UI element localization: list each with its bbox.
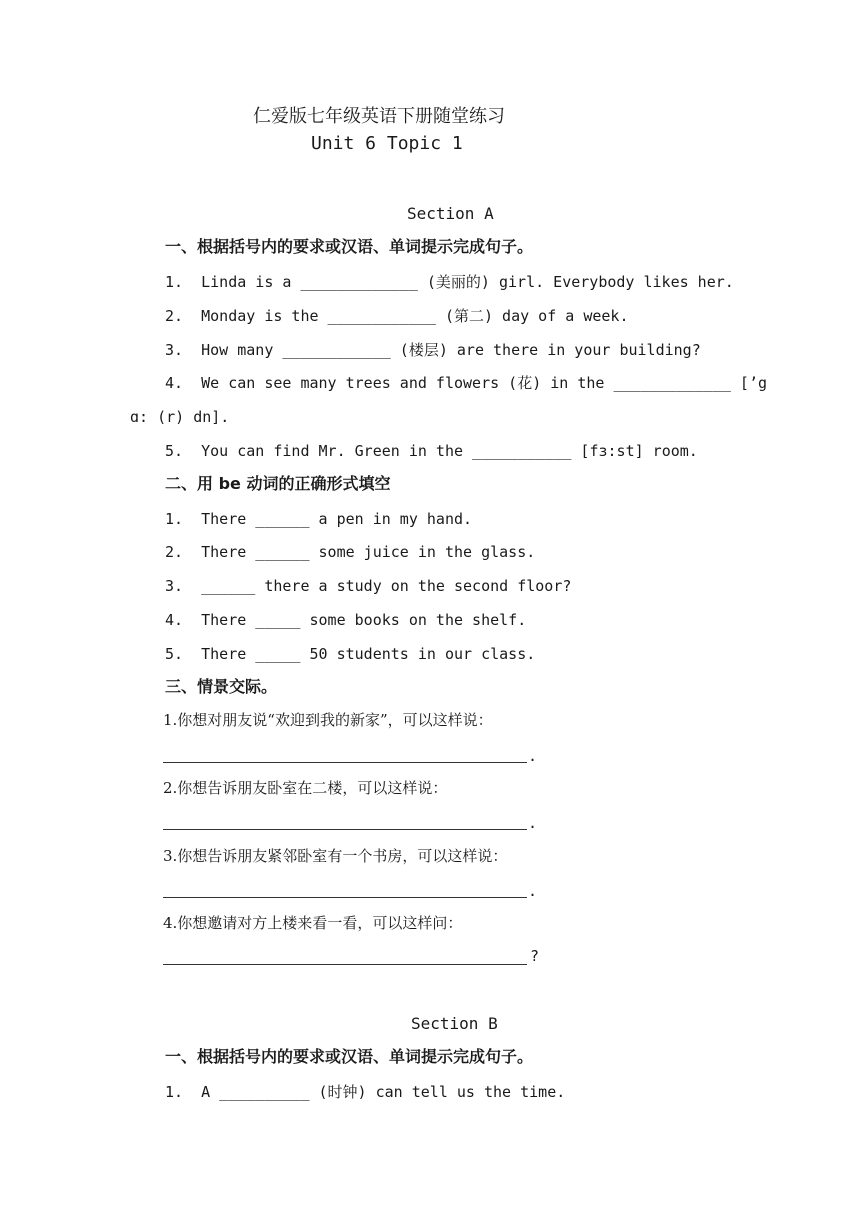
document-subtitle: Unit 6 Topic 1 xyxy=(311,133,463,154)
situation-prompt: 2.你想告诉朋友卧室在二楼，可以这样说： xyxy=(163,779,448,797)
answer-end-punctuation: ? xyxy=(530,947,540,965)
exercise-item: 3. How many ____________ (楼层) are there in your building? xyxy=(165,341,701,359)
answer-line[interactable] xyxy=(163,897,527,898)
situation-prompt: 4.你想邀请对方上楼来看一看，可以这样问： xyxy=(163,914,463,932)
exercise-item: 2. There ______ some juice in the glass. xyxy=(165,543,536,561)
situation-prompt: 3.你想告诉朋友紧邻卧室有一个书房，可以这样说： xyxy=(163,847,508,865)
section-heading: Section A xyxy=(407,204,494,223)
part-heading: 二、用 be 动词的正确形式填空 xyxy=(165,474,391,493)
exercise-item: 1. A __________ (时钟) can tell us the time. xyxy=(165,1083,566,1101)
exercise-item: 5. There _____ 50 students in our class. xyxy=(165,645,536,663)
answer-line[interactable] xyxy=(163,964,527,965)
exercise-item: 1. Linda is a _____________ (美丽的) girl. Everybody likes her. xyxy=(165,273,734,291)
exercise-item-continuation: ɑ: (r) dn]. xyxy=(130,408,230,426)
answer-end-punctuation: . xyxy=(528,747,538,765)
answer-line[interactable] xyxy=(163,829,527,830)
answer-line[interactable] xyxy=(163,762,527,763)
exercise-item: 4. There _____ some books on the shelf. xyxy=(165,611,527,629)
exercise-item: 2. Monday is the ____________ (第二) day of a week. xyxy=(165,307,629,325)
document-title: 仁爱版七年级英语下册随堂练习 xyxy=(253,106,505,127)
exercise-item: 4. We can see many trees and flowers (花) in the _____________ [’g xyxy=(165,374,767,392)
part-heading: 一、根据括号内的要求或汉语、单词提示完成句子。 xyxy=(165,237,534,256)
section-heading: Section B xyxy=(411,1014,498,1033)
answer-end-punctuation: . xyxy=(528,882,538,900)
answer-end-punctuation: . xyxy=(528,814,538,832)
exercise-item: 3. ______ there a study on the second floor? xyxy=(165,577,572,595)
exercise-item: 5. You can find Mr. Green in the ___________ [fɜ:st] room. xyxy=(165,442,698,460)
situation-prompt: 1.你想对朋友说“欢迎到我的新家”，可以这样说： xyxy=(163,711,493,729)
part-heading: 三、情景交际。 xyxy=(165,677,278,696)
part-heading: 一、根据括号内的要求或汉语、单词提示完成句子。 xyxy=(165,1047,534,1066)
exercise-item: 1. There ______ a pen in my hand. xyxy=(165,510,473,528)
